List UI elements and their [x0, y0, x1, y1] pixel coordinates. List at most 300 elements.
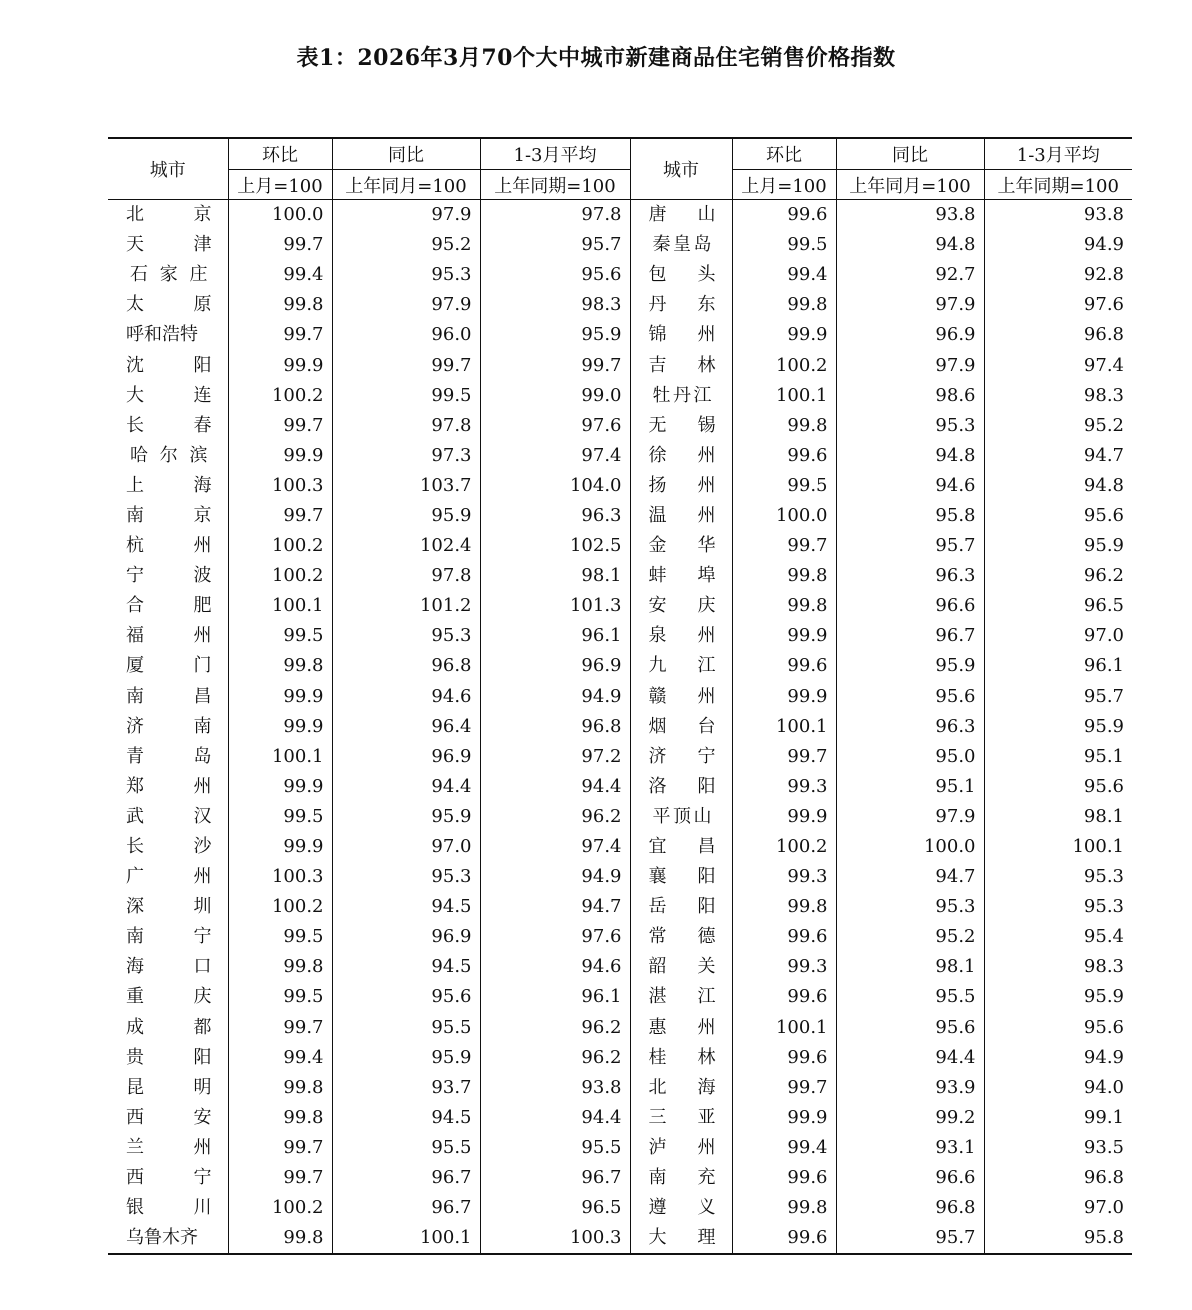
cell-mom-right: 99.6	[732, 1223, 836, 1254]
cell-avg-right: 95.4	[1083, 926, 1124, 948]
cell-yoy-left: 95.5	[332, 1133, 480, 1163]
cell-city-left	[108, 742, 228, 772]
cell-yoy-right: 92.7	[836, 260, 984, 290]
table-row	[108, 441, 1132, 471]
cell-yoy-left: 97.9	[332, 200, 480, 231]
city-name: 洛 阳	[648, 775, 716, 797]
city-name: 扬 州	[648, 474, 716, 496]
cell-city-right	[630, 441, 732, 471]
cell-yoy-left: 96.4	[332, 712, 480, 742]
table-row	[108, 531, 1132, 561]
table-row	[108, 591, 1132, 621]
cell-avg-left: 94.6	[480, 952, 630, 982]
cell-city-right	[630, 682, 732, 712]
city-name: 合 肥	[126, 595, 212, 617]
table-row	[108, 1133, 1132, 1163]
city-name: 岳 阳	[648, 896, 716, 918]
table-row	[108, 1103, 1132, 1133]
cell-yoy-right: 94.4	[836, 1043, 984, 1073]
cell-yoy-left: 93.7	[332, 1073, 480, 1103]
cell-avg-right: 95.6	[1083, 775, 1124, 797]
cell-mom-left: 99.5	[228, 802, 332, 832]
city-name: 济 宁	[648, 745, 716, 767]
city-name: 兰 州	[126, 1136, 212, 1158]
cell-mom-right: 100.0	[732, 501, 836, 531]
cell-city-left	[108, 501, 228, 531]
cell-mom-left: 99.8	[228, 1223, 332, 1254]
cell-yoy-left: 96.0	[332, 320, 480, 350]
cell-city-right	[630, 712, 732, 742]
city-name: 广 州	[126, 866, 212, 888]
cell-avg-right: 95.7	[1083, 685, 1124, 707]
city-name: 常 德	[648, 926, 716, 948]
cell-city-left	[108, 1163, 228, 1193]
cell-yoy-left: 97.3	[332, 441, 480, 471]
table-row	[108, 1223, 1132, 1254]
table-row	[108, 290, 1132, 320]
cell-city-left	[108, 832, 228, 862]
cell-avg-right: 95.9	[1083, 715, 1124, 737]
cell-mom-right: 99.8	[732, 290, 836, 320]
cell-avg-left: 97.6	[480, 922, 630, 952]
cell-mom-right: 100.1	[732, 1013, 836, 1043]
cell-yoy-left: 95.9	[332, 802, 480, 832]
col-subheader-yoy-right: 上年同月=100	[836, 170, 984, 200]
col-header-mom-left: 环比	[228, 138, 332, 170]
cell-city-right	[630, 1133, 732, 1163]
cell-mom-left: 99.7	[228, 501, 332, 531]
cell-yoy-right: 95.6	[836, 682, 984, 712]
cell-mom-left: 99.7	[228, 411, 332, 441]
cell-yoy-right: 97.9	[836, 802, 984, 832]
cell-mom-left: 100.2	[228, 561, 332, 591]
cell-city-left	[108, 922, 228, 952]
cell-city-right	[630, 802, 732, 832]
cell-mom-left: 99.7	[228, 320, 332, 350]
cell-yoy-left: 95.2	[332, 230, 480, 260]
cell-city-right	[630, 1073, 732, 1103]
cell-avg-left: 97.6	[480, 411, 630, 441]
cell-mom-right: 99.9	[732, 682, 836, 712]
cell-yoy-right: 94.7	[836, 862, 984, 892]
cell-city-left	[108, 441, 228, 471]
cell-mom-left: 99.4	[228, 260, 332, 290]
cell-mom-left: 99.9	[228, 772, 332, 802]
table-row	[108, 682, 1132, 712]
cell-mom-right: 99.9	[732, 621, 836, 651]
table-row	[108, 501, 1132, 531]
cell-city-left	[108, 471, 228, 501]
cell-city-right	[630, 1013, 732, 1043]
city-name: 无 锡	[648, 414, 716, 436]
table-row	[108, 772, 1132, 802]
cell-mom-right: 99.8	[732, 1193, 836, 1223]
cell-mom-right: 99.4	[732, 260, 836, 290]
cell-yoy-left: 95.3	[332, 260, 480, 290]
cell-yoy-left: 99.7	[332, 350, 480, 380]
cell-mom-left: 99.8	[228, 1103, 332, 1133]
cell-mom-left: 99.5	[228, 922, 332, 952]
cell-avg-right: 95.8	[1083, 1227, 1124, 1249]
table-body	[108, 200, 1132, 1255]
cell-avg-left: 102.5	[480, 531, 630, 561]
col-header-yoy-right: 同比	[836, 138, 984, 170]
cell-mom-right: 99.8	[732, 892, 836, 922]
cell-avg-left: 95.9	[480, 320, 630, 350]
cell-yoy-right: 95.3	[836, 411, 984, 441]
cell-city-left	[108, 712, 228, 742]
cell-city-left	[108, 862, 228, 892]
cell-yoy-left: 96.9	[332, 742, 480, 772]
cell-avg-right: 98.3	[1083, 956, 1124, 978]
city-name: 重 庆	[126, 986, 212, 1008]
cell-avg-left: 101.3	[480, 591, 630, 621]
cell-mom-right: 99.9	[732, 320, 836, 350]
cell-mom-left: 99.7	[228, 1163, 332, 1193]
cell-avg-left: 97.4	[480, 832, 630, 862]
col-header-yoy-left: 同比	[332, 138, 480, 170]
city-name: 青 岛	[126, 745, 212, 767]
city-name: 杭 州	[126, 535, 212, 557]
cell-avg-left: 104.0	[480, 471, 630, 501]
cell-yoy-right: 94.8	[836, 441, 984, 471]
cell-yoy-right: 95.3	[836, 892, 984, 922]
table-row	[108, 230, 1132, 260]
cell-yoy-left: 96.7	[332, 1163, 480, 1193]
cell-mom-left: 99.9	[228, 832, 332, 862]
table-row	[108, 651, 1132, 681]
cell-yoy-left: 103.7	[332, 471, 480, 501]
cell-city-right	[630, 531, 732, 561]
city-name: 福 州	[126, 625, 212, 647]
cell-avg-right: 99.1	[1083, 1106, 1124, 1128]
cell-mom-right: 99.3	[732, 952, 836, 982]
city-name: 郑 州	[126, 775, 212, 797]
cell-city-left	[108, 531, 228, 561]
cell-city-right	[630, 742, 732, 772]
cell-avg-right: 96.8	[1083, 324, 1124, 346]
cell-yoy-right: 98.1	[836, 952, 984, 982]
cell-avg-left: 96.5	[480, 1193, 630, 1223]
cell-yoy-right: 96.8	[836, 1193, 984, 1223]
cell-yoy-left: 95.6	[332, 982, 480, 1012]
cell-avg-left: 93.8	[480, 1073, 630, 1103]
city-name: 温 州	[648, 504, 716, 526]
cell-mom-right: 99.8	[732, 591, 836, 621]
city-name: 南 京	[126, 504, 212, 526]
cell-avg-left: 96.7	[480, 1163, 630, 1193]
cell-avg-right: 94.0	[1083, 1076, 1124, 1098]
city-name: 银 川	[126, 1197, 212, 1219]
cell-mom-left: 99.7	[228, 1133, 332, 1163]
cell-avg-left: 98.1	[480, 561, 630, 591]
cell-city-left	[108, 892, 228, 922]
cell-mom-right: 99.6	[732, 922, 836, 952]
cell-avg-right: 96.5	[1083, 595, 1124, 617]
cell-mom-right: 99.6	[732, 441, 836, 471]
cell-mom-right: 100.2	[732, 832, 836, 862]
city-name: 西 宁	[126, 1167, 212, 1189]
cell-avg-right: 95.9	[1083, 535, 1124, 557]
cell-avg-left: 94.7	[480, 892, 630, 922]
cell-yoy-right: 93.9	[836, 1073, 984, 1103]
cell-city-right	[630, 952, 732, 982]
table-row	[108, 1013, 1132, 1043]
cell-yoy-right: 95.7	[836, 531, 984, 561]
cell-mom-right: 99.5	[732, 230, 836, 260]
cell-avg-left: 99.0	[480, 381, 630, 411]
city-name: 安 庆	[648, 595, 716, 617]
cell-city-right	[630, 1163, 732, 1193]
cell-city-right	[630, 260, 732, 290]
cell-avg-left: 99.7	[480, 350, 630, 380]
cell-yoy-left: 94.6	[332, 682, 480, 712]
cell-yoy-right: 95.9	[836, 651, 984, 681]
cell-city-left	[108, 1073, 228, 1103]
cell-city-left	[108, 591, 228, 621]
cell-avg-left: 95.5	[480, 1133, 630, 1163]
cell-yoy-right: 99.2	[836, 1103, 984, 1133]
cell-yoy-left: 97.0	[332, 832, 480, 862]
cell-city-left	[108, 1013, 228, 1043]
cell-yoy-left: 99.5	[332, 381, 480, 411]
cell-yoy-right: 94.8	[836, 230, 984, 260]
cell-yoy-right: 95.1	[836, 772, 984, 802]
city-name: 湛 江	[648, 986, 716, 1008]
city-name: 西 安	[126, 1106, 212, 1128]
cell-avg-right: 97.0	[1083, 1197, 1124, 1219]
cell-avg-left: 97.2	[480, 742, 630, 772]
city-name: 南 充	[648, 1167, 716, 1189]
city-name: 北 京	[126, 204, 212, 226]
cell-city-left	[108, 621, 228, 651]
cell-city-left	[108, 1193, 228, 1223]
cell-mom-right: 99.6	[732, 982, 836, 1012]
cell-city-right	[630, 471, 732, 501]
cell-mom-right: 99.6	[732, 1163, 836, 1193]
cell-yoy-right: 95.8	[836, 501, 984, 531]
cell-avg-right: 96.8	[1083, 1167, 1124, 1189]
cell-mom-left: 100.1	[228, 742, 332, 772]
cell-yoy-left: 96.8	[332, 651, 480, 681]
table-row	[108, 411, 1132, 441]
cell-avg-right: 95.6	[1083, 504, 1124, 526]
cell-yoy-right: 96.6	[836, 1163, 984, 1193]
city-name: 大 理	[648, 1227, 716, 1249]
cell-yoy-left: 94.5	[332, 892, 480, 922]
cell-avg-right: 95.3	[1083, 866, 1124, 888]
city-name: 南 昌	[126, 685, 212, 707]
city-name: 哈 尔 滨	[130, 444, 208, 466]
cell-yoy-left: 94.4	[332, 772, 480, 802]
cell-city-right	[630, 1193, 732, 1223]
cell-yoy-right: 96.9	[836, 320, 984, 350]
cell-yoy-right: 96.3	[836, 712, 984, 742]
cell-city-right	[630, 591, 732, 621]
cell-mom-right: 99.3	[732, 862, 836, 892]
table-row	[108, 802, 1132, 832]
cell-mom-left: 99.8	[228, 651, 332, 681]
cell-mom-left: 100.2	[228, 892, 332, 922]
cell-mom-left: 99.8	[228, 290, 332, 320]
cell-yoy-right: 95.5	[836, 982, 984, 1012]
cell-city-right	[630, 892, 732, 922]
cell-yoy-right: 95.7	[836, 1223, 984, 1254]
cell-avg-left: 96.3	[480, 501, 630, 531]
cell-city-left	[108, 1043, 228, 1073]
cell-city-right	[630, 501, 732, 531]
cell-city-right	[630, 200, 732, 231]
cell-city-left	[108, 682, 228, 712]
col-header-avg-left: 1-3月平均	[480, 138, 630, 170]
city-name: 长 春	[126, 414, 212, 436]
cell-mom-right: 99.4	[732, 1133, 836, 1163]
cell-city-right	[630, 411, 732, 441]
cell-avg-right: 96.1	[1083, 655, 1124, 677]
cell-yoy-left: 97.8	[332, 411, 480, 441]
cell-mom-left: 100.2	[228, 381, 332, 411]
city-name: 赣 州	[648, 685, 716, 707]
city-name: 乌 鲁 木 齐	[126, 1227, 198, 1249]
cell-avg-left: 98.3	[480, 290, 630, 320]
cell-mom-left: 100.0	[228, 200, 332, 231]
cell-yoy-left: 101.2	[332, 591, 480, 621]
cell-city-left	[108, 290, 228, 320]
cell-mom-right: 99.7	[732, 1073, 836, 1103]
table-row	[108, 200, 1132, 231]
table-row	[108, 832, 1132, 862]
cell-yoy-right: 95.0	[836, 742, 984, 772]
cell-avg-left: 94.4	[480, 772, 630, 802]
cell-yoy-right: 97.9	[836, 290, 984, 320]
city-name: 厦 门	[126, 655, 212, 677]
cell-avg-right: 95.9	[1083, 986, 1124, 1008]
cell-avg-right: 96.2	[1083, 565, 1124, 587]
cell-yoy-right: 95.2	[836, 922, 984, 952]
cell-yoy-right: 94.6	[836, 471, 984, 501]
cell-avg-left: 96.9	[480, 651, 630, 681]
city-name: 遵 义	[648, 1197, 716, 1219]
cell-city-right	[630, 561, 732, 591]
cell-mom-right: 99.6	[732, 1043, 836, 1073]
table-row	[108, 561, 1132, 591]
table-row	[108, 742, 1132, 772]
cell-yoy-left: 96.7	[332, 1193, 480, 1223]
cell-city-right	[630, 1103, 732, 1133]
cell-yoy-left: 97.8	[332, 561, 480, 591]
cell-mom-left: 99.9	[228, 350, 332, 380]
cell-yoy-left: 95.9	[332, 501, 480, 531]
cell-avg-right: 95.2	[1083, 414, 1124, 436]
cell-yoy-right: 97.9	[836, 350, 984, 380]
cell-city-right	[630, 621, 732, 651]
col-header-mom-right: 环比	[732, 138, 836, 170]
cell-avg-left: 94.9	[480, 862, 630, 892]
cell-city-right	[630, 982, 732, 1012]
cell-mom-right: 99.6	[732, 200, 836, 231]
cell-yoy-left: 102.4	[332, 531, 480, 561]
city-name: 平 顶 山	[652, 805, 712, 827]
cell-city-left	[108, 350, 228, 380]
cell-avg-left: 96.2	[480, 802, 630, 832]
cell-yoy-right: 96.3	[836, 561, 984, 591]
cell-mom-left: 100.2	[228, 1193, 332, 1223]
cell-avg-left: 96.8	[480, 712, 630, 742]
table-row	[108, 1073, 1132, 1103]
cell-mom-right: 99.5	[732, 471, 836, 501]
cell-city-left	[108, 320, 228, 350]
cell-avg-left: 97.8	[480, 200, 630, 231]
cell-city-right	[630, 230, 732, 260]
city-name: 长 沙	[126, 836, 212, 858]
cell-mom-left: 99.9	[228, 682, 332, 712]
cell-mom-right: 100.1	[732, 381, 836, 411]
cell-mom-left: 99.5	[228, 982, 332, 1012]
city-name: 襄 阳	[648, 866, 716, 888]
cell-city-right	[630, 1043, 732, 1073]
city-name: 天 津	[126, 234, 212, 256]
col-header-city-left: 城市	[108, 138, 228, 200]
city-name: 泉 州	[648, 625, 716, 647]
cell-mom-right: 99.6	[732, 651, 836, 681]
city-name: 宁 波	[126, 565, 212, 587]
city-name: 海 口	[126, 956, 212, 978]
cell-mom-left: 100.3	[228, 471, 332, 501]
cell-avg-left: 96.2	[480, 1013, 630, 1043]
cell-city-right	[630, 290, 732, 320]
cell-avg-right: 92.8	[1083, 264, 1124, 286]
city-name: 丹 东	[648, 294, 716, 316]
cell-city-right	[630, 651, 732, 681]
cell-yoy-left: 94.5	[332, 1103, 480, 1133]
table-row	[108, 260, 1132, 290]
city-name: 呼 和 浩 特	[126, 324, 198, 346]
cell-city-right	[630, 772, 732, 802]
cell-mom-right: 99.7	[732, 742, 836, 772]
cell-city-left	[108, 381, 228, 411]
cell-city-left	[108, 772, 228, 802]
cell-yoy-right: 98.6	[836, 381, 984, 411]
cell-city-right	[630, 832, 732, 862]
city-name: 大 连	[126, 384, 212, 406]
cell-avg-right: 98.1	[1083, 805, 1124, 827]
cell-avg-right: 94.7	[1083, 444, 1124, 466]
cell-mom-left: 100.2	[228, 531, 332, 561]
table-row	[108, 922, 1132, 952]
cell-mom-left: 100.3	[228, 862, 332, 892]
cell-avg-right: 93.8	[1083, 204, 1124, 226]
cell-city-left	[108, 982, 228, 1012]
table-row	[108, 471, 1132, 501]
cell-avg-right: 97.0	[1083, 625, 1124, 647]
cell-avg-left: 94.4	[480, 1103, 630, 1133]
table-row	[108, 712, 1132, 742]
table-row	[108, 1163, 1132, 1193]
cell-city-left	[108, 230, 228, 260]
cell-avg-right: 95.1	[1083, 745, 1124, 767]
cell-avg-left: 95.7	[480, 230, 630, 260]
price-index-table	[108, 137, 1132, 1255]
cell-avg-left: 96.1	[480, 621, 630, 651]
city-name: 昆 明	[126, 1076, 212, 1098]
cell-mom-right: 99.8	[732, 561, 836, 591]
cell-avg-right: 97.6	[1083, 294, 1124, 316]
cell-avg-right: 100.1	[1072, 836, 1124, 858]
cell-yoy-right: 96.7	[836, 621, 984, 651]
cell-avg-right: 94.9	[1083, 234, 1124, 256]
cell-mom-left: 99.7	[228, 1013, 332, 1043]
cell-city-right	[630, 1223, 732, 1254]
